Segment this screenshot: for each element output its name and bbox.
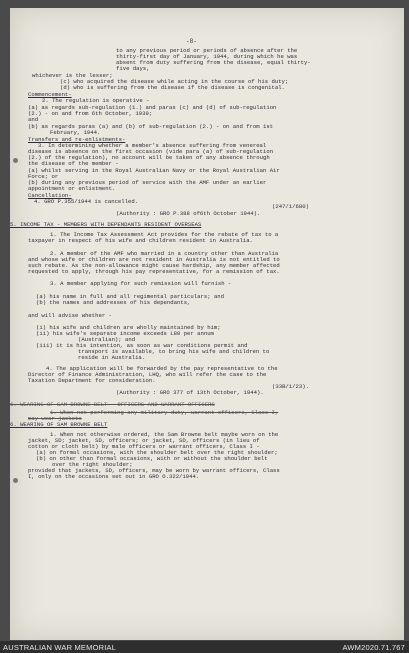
text-line: appointment or enlistment. xyxy=(28,185,116,192)
text-line: I, only on the occasions set out in GRO O.322/1944. xyxy=(28,473,200,480)
text-line: 3. A member applying for such remission will furnish - xyxy=(50,280,232,287)
text-line: (b) on other than formal occasions, with or without the shoulder belt xyxy=(36,455,268,462)
punch-hole xyxy=(13,158,18,163)
text-line: (ii) his wife's separate income exceeds L80 per annum xyxy=(36,330,214,337)
text-line: 2. The regulation is operative - xyxy=(42,97,150,104)
text-line: Taxation Department for consideration. xyxy=(28,377,156,384)
text-line: whichever is the lesser; xyxy=(32,72,113,79)
text-line: 1. The Income Tax Assessment Act provides for the rebate of tax to a xyxy=(50,231,279,238)
text-line: (a) whilst serving in the Royal Australian Navy or the Royal Australian Air xyxy=(28,167,280,174)
text-line: and xyxy=(28,116,39,123)
text-line: five days, xyxy=(116,65,150,72)
text-line: and will advise whether - xyxy=(28,312,112,319)
text-line: 4. The application will be forwarded by the pay representative to the xyxy=(46,365,278,372)
archive-footer xyxy=(0,641,409,653)
text-line: to any previous period or periods of absence after the xyxy=(116,47,298,54)
struck-heading: 6. WEARING OF SAM BROWNE BELT - OFFICERS AND WARRANT OFFICERS xyxy=(10,401,215,408)
section-heading: 6. WEARING OF SAM BROWNE BELT xyxy=(10,421,108,428)
text-line: (Australian); and xyxy=(78,336,136,343)
text-line: February, 1944. xyxy=(50,129,101,136)
file-reference: (33B/1/23). xyxy=(272,383,309,390)
text-line: (a) as regards sub-regulation (1.) and paras (c) and (d) of sub-regulation xyxy=(28,104,277,111)
text-line: jacket, SD; jacket, SD, officers; or jacket, SD, officers (in lieu of xyxy=(28,437,260,444)
struck-text-line: may wear jackets xyxy=(28,415,82,422)
footer-institution: AUSTRALIAN WAR MEMORIAL xyxy=(3,643,117,652)
text-line: cotton or cloth belt) by male officers or warrant officers, Class I - xyxy=(28,443,260,450)
text-line: (iii) it is his intention, as soon as war conditions permit and xyxy=(36,342,248,349)
text-line: (b) during any previous period of service with the AMF under an earlier xyxy=(28,179,267,186)
text-line: requested to apply, through his pay representative, for a remission of tax. xyxy=(28,268,280,275)
text-line: transport is available, to bring his wife and children to xyxy=(78,348,270,355)
document-sheet xyxy=(10,8,404,640)
section-heading: Cancellation- xyxy=(28,192,72,199)
text-line: and whose wife or children are not resident in Australia is not entitled to xyxy=(28,256,280,263)
section-heading: 5. INCOME TAX - MEMBERS WITH DEPENDANTS RESIDENT OVERSEAS xyxy=(10,221,202,228)
text-line: (b) as regards paras (a) and (b) of sub-regulation (2.) - on and from 1st xyxy=(28,123,274,130)
text-line: absent from duty suffering from the disease, equal thirty- xyxy=(116,59,311,66)
text-line: Force; or xyxy=(28,173,59,180)
text-line: taxpayer in respect of his wife and children resident in Australia. xyxy=(28,237,253,244)
text-line: (a) on formal occasions, with the shoulder belt over the right shoulder; xyxy=(36,449,278,456)
authority-line: (Authority : GRO P.388 of6th October 1944). xyxy=(116,210,261,217)
text-line: 4. GRO P.355/1944 is cancelled. xyxy=(34,198,139,205)
text-line: (a) his name in full and all regimental particulars; and xyxy=(36,293,224,300)
text-line: the disease of the member - xyxy=(28,160,119,167)
text-line: (2.) of the regulation), no account will be taken of any absence through xyxy=(28,154,270,161)
text-line: (2.) - on and from 6th October, 1939; xyxy=(28,110,153,117)
text-line: 3. In determining whether a member's absence suffering from venereal xyxy=(38,142,267,149)
file-reference: (247/1/680) xyxy=(272,203,309,210)
text-line: reside in Australia. xyxy=(78,354,146,361)
text-line: disease is absence on the first occasion (vide para (a) of sub-regulation xyxy=(28,148,274,155)
struck-text-line: 1. When not performing any military duty, warrant officers, Class I, xyxy=(50,409,279,416)
footer-catalog-number: AWM2020.71.767 xyxy=(342,643,405,652)
text-line: such rebate. As the non-allowance might cause hardship, any member affected xyxy=(28,262,280,269)
authority-line: (Authority : GRO 377 of 13th October, 1944). xyxy=(116,389,264,396)
text-line: (d) who is suffering from the disease if the disease is congenital. xyxy=(60,84,285,91)
section-heading: Commencement- xyxy=(28,91,72,98)
text-line: over the right shoulder; xyxy=(52,461,133,468)
punch-hole xyxy=(13,478,18,483)
text-line: (b) the names and addresses of his dependants, xyxy=(36,299,191,306)
text-line: (c) who acquired the disease while acting in the course of his duty; xyxy=(60,78,289,85)
section-heading: Transfers and re-enlistments- xyxy=(28,136,126,143)
text-line: thirty-first day of January, 1944, during which he was xyxy=(116,53,298,60)
text-line: Director of Finance Administration, LHQ, who will refer the case to the xyxy=(28,371,267,378)
text-line: 1. When not otherwise ordered, the Sam Browne belt maybe worn on the xyxy=(50,431,279,438)
text-line: provided that jackets, SD, officers, may be worn by warrant officers, Class xyxy=(28,467,280,474)
text-line: 2. A member of the AMF who married in a country other than Australia xyxy=(50,250,279,257)
text-line: (i) his wife and children are wholly maintained by him; xyxy=(36,324,221,331)
page-number: -8- xyxy=(186,38,197,45)
